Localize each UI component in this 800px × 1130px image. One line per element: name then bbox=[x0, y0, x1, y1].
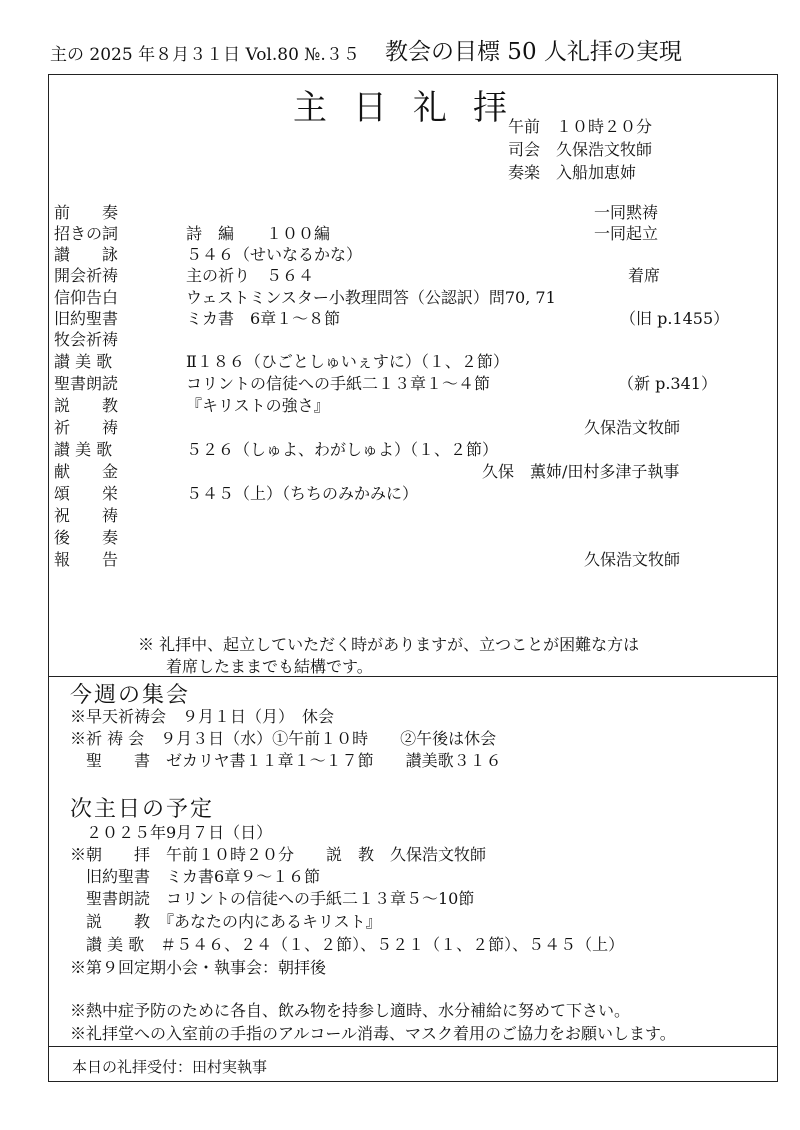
this-week-line: ※早天祈祷会 ９月１日（月） 休会 bbox=[70, 707, 335, 726]
service-title: 主日礼拝 bbox=[293, 88, 533, 128]
order-row bbox=[54, 327, 774, 349]
order-row bbox=[54, 393, 774, 415]
order-row bbox=[54, 525, 774, 547]
order-content: ５４６（せいなるかな） bbox=[186, 245, 363, 264]
order-note: 久保浩文牧師 bbox=[584, 418, 681, 437]
order-row bbox=[54, 242, 774, 264]
order-row bbox=[54, 221, 774, 243]
order-label: 招きの詞 bbox=[54, 224, 119, 243]
order-note: 一同黙祷 bbox=[594, 203, 659, 222]
service-time: 午前 １０時２０分 bbox=[508, 117, 653, 136]
notice-line: ※礼拝堂への入室前の手指のアルコール消毒、マスク着用のご協力をお願いします。 bbox=[70, 1024, 676, 1043]
notice-line: ※熱中症予防のために各自、飲み物を持参し適時、水分補給に努めて下さい。 bbox=[70, 1001, 631, 1020]
order-row bbox=[54, 349, 774, 371]
order-label: 祝 祷 bbox=[54, 506, 119, 525]
order-note: （旧 p.1455） bbox=[620, 309, 730, 328]
order-label: 信仰告白 bbox=[54, 288, 119, 307]
order-row bbox=[54, 200, 774, 222]
church-goal: 教会の目標 50 人礼拝の実現 bbox=[385, 39, 682, 65]
order-content: ５４５（上）（ちちのみかみに） bbox=[186, 484, 419, 503]
order-label: 讃 詠 bbox=[54, 245, 119, 264]
order-label: 牧会祈祷 bbox=[54, 330, 119, 349]
section-divider bbox=[48, 676, 778, 677]
this-week-title: 今週の集会 bbox=[70, 683, 191, 708]
order-note: 着席 bbox=[628, 266, 661, 285]
next-sunday-title: 次主日の予定 bbox=[70, 797, 215, 822]
order-label: 説 教 bbox=[54, 396, 119, 415]
order-content: 『キリストの強さ』 bbox=[186, 396, 330, 415]
standing-note-cont: 着席したままでも結構です。 bbox=[166, 657, 373, 676]
next-sunday-line: ２０２５年9月７日（日） bbox=[70, 823, 273, 842]
order-content: コリントの信徒への手紙二１３章１～４節 bbox=[186, 374, 491, 393]
order-row bbox=[54, 459, 774, 481]
order-note: 一同起立 bbox=[594, 224, 659, 243]
next-sunday-line: 聖書朗読 コリントの信徒への手紙二１３章５～10節 bbox=[70, 889, 475, 908]
order-label: 祈 祷 bbox=[54, 418, 119, 437]
order-content: Ⅱ１８６（ひごとしゅいぇすに）（１、２節） bbox=[186, 352, 509, 371]
standing-note: ※ 礼拝中、起立していただく時がありますが、立つことが困難な方は bbox=[138, 635, 640, 654]
bulletin-date-line: 主の 2025 年８月３１日 Vol.80 №.３５ bbox=[50, 45, 360, 65]
order-label: 後 奏 bbox=[54, 528, 119, 547]
order-row bbox=[54, 503, 774, 525]
service-organist: 奏楽 入船加恵姉 bbox=[508, 163, 637, 182]
order-row bbox=[54, 415, 774, 437]
order-row bbox=[54, 306, 774, 328]
this-week-line: 聖 書 ゼカリヤ書１１章１～１７節 讃美歌３１６ bbox=[70, 751, 502, 770]
order-row bbox=[54, 437, 774, 459]
order-label: 献 金 bbox=[54, 462, 119, 481]
order-row bbox=[54, 371, 774, 393]
this-week-line: ※祈 祷 会 ９月３日（水）①午前１０時 ②午後は休会 bbox=[70, 729, 497, 748]
next-sunday-line: ※第９回定期小会・執事会：朝拝後 bbox=[70, 958, 327, 977]
order-label: 開会祈祷 bbox=[54, 266, 119, 285]
order-note: 久保 薫姉/田村多津子執事 bbox=[482, 462, 680, 481]
order-label: 旧約聖書 bbox=[54, 309, 119, 328]
order-content: ミカ書 6章１～８節 bbox=[186, 309, 341, 328]
service-presider: 司会 久保浩文牧師 bbox=[508, 140, 653, 159]
order-row bbox=[54, 263, 774, 285]
order-row bbox=[54, 481, 774, 503]
order-label: 頌 栄 bbox=[54, 484, 119, 503]
order-label: 前 奏 bbox=[54, 203, 119, 222]
order-row bbox=[54, 547, 774, 569]
next-sunday-line: 旧約聖書 ミカ書6章９～１６節 bbox=[70, 867, 321, 886]
order-label: 讃 美 歌 bbox=[54, 440, 113, 459]
order-content: 主の祈り ５６４ bbox=[186, 266, 315, 285]
footer-divider bbox=[48, 1046, 778, 1047]
order-content: 詩 編 １００編 bbox=[186, 224, 331, 243]
order-label: 讃 美 歌 bbox=[54, 352, 113, 371]
reception-duty: 本日の礼拝受付：田村実執事 bbox=[72, 1058, 268, 1076]
order-row bbox=[54, 285, 774, 307]
order-note: 久保浩文牧師 bbox=[584, 550, 681, 569]
order-label: 聖書朗読 bbox=[54, 374, 119, 393]
order-content: ウェストミンスター小教理問答（公認訳）問70, 71 bbox=[186, 288, 556, 307]
next-sunday-line: ※朝 拝 午前１０時２０分 説 教 久保浩文牧師 bbox=[70, 845, 487, 864]
next-sunday-line: 讃 美 歌 ＃５４６、２４（１、２節）、５２１（１、２節）、５４５（上） bbox=[70, 935, 625, 954]
order-content: ５２６（しゅよ、わがしゅよ）（１、２節） bbox=[186, 440, 499, 459]
order-label: 報 告 bbox=[54, 550, 119, 569]
next-sunday-line: 説 教 『あなたの内にあるキリスト』 bbox=[70, 912, 382, 931]
order-note: （新 p.341） bbox=[618, 374, 717, 393]
